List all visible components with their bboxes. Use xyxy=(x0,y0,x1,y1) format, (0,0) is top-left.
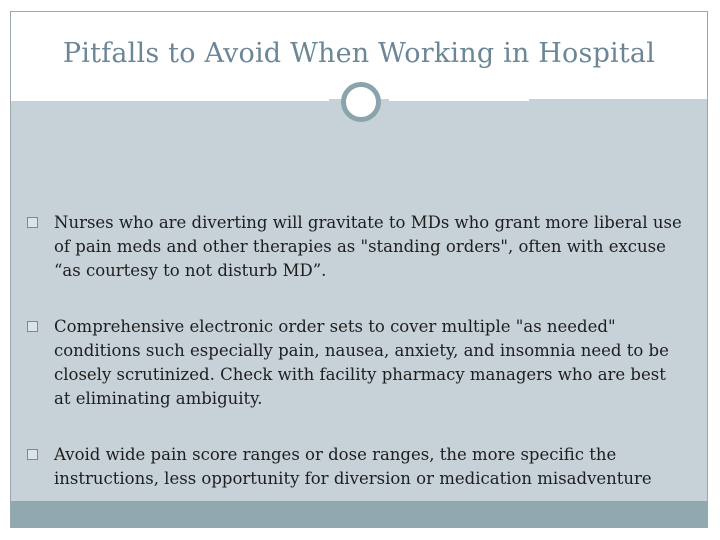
square-bullet-icon xyxy=(27,321,38,332)
square-bullet-icon xyxy=(27,449,38,460)
circle-ring-icon xyxy=(341,82,381,122)
content-area xyxy=(11,99,707,502)
square-bullet-icon xyxy=(27,217,38,228)
bullet-list xyxy=(27,211,687,523)
title-divider-left xyxy=(11,99,329,101)
bullet-text: Comprehensive electronic order sets to cover multiple "as needed" conditions such especially pain, nausea, anxiety, and insomnia need to be closely scrutinized. Check with facility pharmacy managers who are best at eliminating ambiguity. xyxy=(54,317,669,408)
bullet-item xyxy=(27,211,687,283)
bullet-text: Avoid wide pain score ranges or dose ranges, the more specific the instructions, less opportunity for diversion or medication misadventure xyxy=(54,445,652,488)
footer-bar xyxy=(11,501,707,527)
slide xyxy=(10,11,708,528)
title-divider-right xyxy=(389,99,529,101)
bullet-item xyxy=(27,443,687,491)
slide-title: Pitfalls to Avoid When Working in Hospital xyxy=(62,38,656,69)
bullet-item xyxy=(27,315,687,411)
bullet-text: Nurses who are diverting will gravitate to MDs who grant more liberal use of pain meds and other therapies as "standing orders", often with excuse “as courtesy to not disturb MD”. xyxy=(54,213,682,280)
